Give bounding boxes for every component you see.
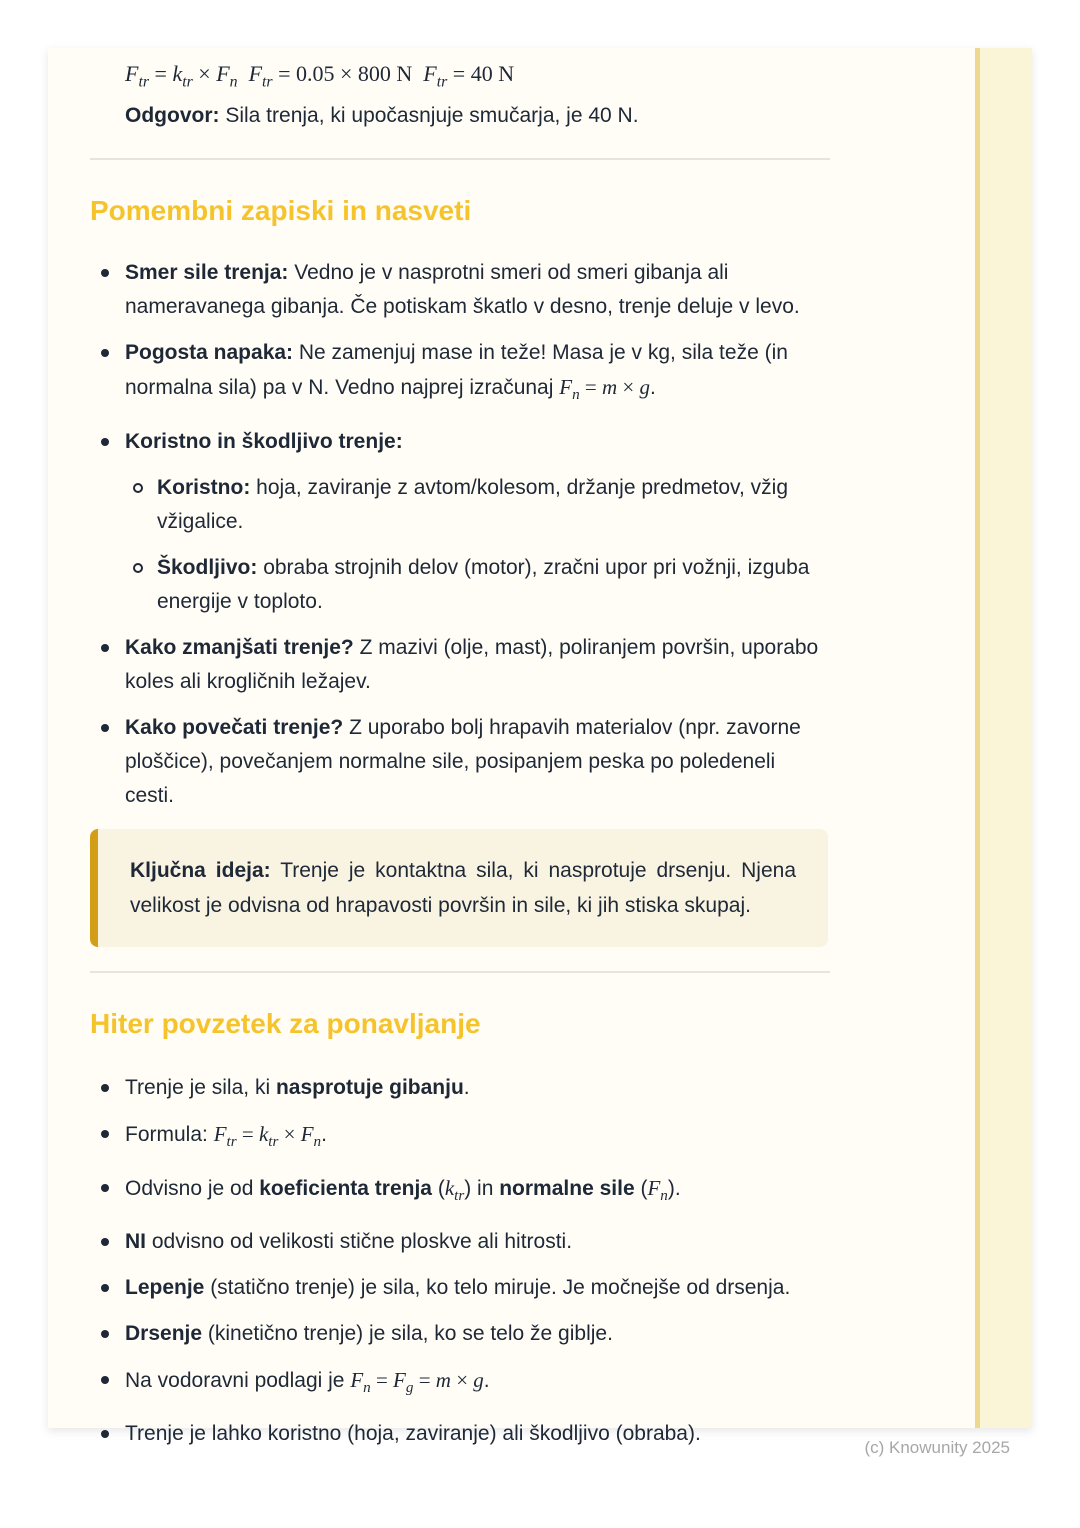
- list-item: Kako zmanjšati trenje? Z mazivi (olje, mast), poliranjem površin, uporabo koles ali krogličnih ležajev.: [125, 631, 830, 699]
- inline-math: $k_{tr}$: [444, 1175, 465, 1204]
- inline-math: $F_{tr} = k_{tr} \times F_n$: [213, 1121, 322, 1150]
- list-item: Formula: $F_{tr} = k_{tr} \times F_n$.: [125, 1117, 830, 1159]
- bold-text: Kako zmanjšati trenje?: [125, 635, 354, 659]
- bold-text: Smer sile trenja:: [125, 261, 289, 285]
- list-item: Drsenje (kinetično trenje) je sila, ko se telo že giblje.: [125, 1317, 830, 1351]
- summary-section-heading: Hiter povzetek za ponavljanje: [90, 1007, 481, 1039]
- bold-text: Lepenje: [125, 1275, 205, 1299]
- formula-line: $F_{tr} = k_{tr} \times F_n$ $F_{tr} = 0.05 \times 800$ N $F_{tr} = 40$ N: [125, 61, 515, 91]
- section-divider: [90, 158, 830, 160]
- bold-text: Kako povečati trenje?: [125, 715, 344, 739]
- key-idea-label: Ključna ideja:: [130, 858, 271, 882]
- bold-text: Škodljivo:: [157, 555, 258, 579]
- list-item: Trenje je lahko koristno (hoja, zaviranje) ali škodljivo (obraba).: [125, 1417, 830, 1451]
- list-item: Trenje je sila, ki nasprotuje gibanju.: [125, 1071, 830, 1105]
- bold-text: Pogosta napaka:: [125, 341, 294, 365]
- bold-text: NI: [125, 1229, 146, 1253]
- notes-list: [90, 256, 830, 812]
- list-item: Na vodoravni podlagi je $F_n = F_g = m \times g$.: [125, 1363, 830, 1405]
- document-card: [48, 48, 1032, 1446]
- list-item: Smer sile trenja: Vedno je v nasprotni smeri od smeri gibanja ali nameravanega gibanja. Če potiskam škatlo v desno, trenje deluje v levo.: [125, 256, 830, 324]
- notes-section-heading: Pomembni zapiski in nasveti: [90, 195, 472, 227]
- inline-math: $F_n$: [647, 1175, 668, 1204]
- answer-text: Sila trenja, ki upočasnjuje smučarja, je 40 N.: [219, 104, 639, 128]
- accent-stripe: [975, 48, 1032, 1428]
- sub-list-item: Koristno: hoja, zaviranje z avtom/kolesom, držanje predmetov, vžig vžigalice.: [157, 471, 830, 539]
- key-idea-text: Trenje je kontaktna sila, ki nasprotuje drsenju. Njena velikost je odvisna od hrapavosti površin in sile, ki jih stiska skupaj.: [130, 858, 797, 917]
- bold-text: Drsenje: [125, 1321, 203, 1345]
- sub-list-item: Škodljivo: obraba strojnih delov (motor), zračni upor pri vožnji, izguba energije v toploto.: [157, 551, 830, 619]
- bold-text: Koristno:: [157, 475, 251, 499]
- key-idea-callout: [90, 829, 828, 947]
- bold-text: normalne sile: [499, 1176, 635, 1200]
- summary-list: [90, 1071, 830, 1452]
- document-content: [90, 48, 830, 1463]
- sub-list: [125, 471, 830, 619]
- list-item: Odvisno je od koeficienta trenja $(k_{tr})$ in normalne sile $(F_n)$.: [125, 1171, 830, 1213]
- bold-text: nasprotuje gibanju: [275, 1075, 464, 1099]
- list-item: Pogosta napaka: Ne zamenjuj mase in teže! Masa je v kg, sila teže (in normalna sila) pa v N. Vedno najprej izračunaj $F_n = m \times g$.: [125, 336, 830, 412]
- answer-label: Odgovor:: [125, 104, 220, 128]
- list-item: [125, 425, 830, 619]
- bold-text: Koristno in škodljivo trenje:: [125, 429, 403, 453]
- inline-math: $F_n = F_g = m \times g$: [350, 1367, 484, 1397]
- bold-text: koeficienta trenja: [259, 1176, 432, 1200]
- list-item: NI odvisno od velikosti stične ploskve ali hitrosti.: [125, 1225, 830, 1259]
- answer-line: [125, 100, 830, 132]
- list-item: Lepenje (statično trenje) je sila, ko telo miruje. Je močnejše od drsenja.: [125, 1271, 830, 1305]
- list-item: Kako povečati trenje? Z uporabo bolj hrapavih materialov (npr. zavorne ploščice), povečanjem normalne sile, posipanjem peska po poledeneli cesti.: [125, 711, 830, 813]
- inline-math: $F_n = m \times g$: [559, 375, 650, 404]
- copyright-footer: (c) Knowunity 2025: [864, 1438, 1010, 1457]
- section-divider: [90, 971, 830, 973]
